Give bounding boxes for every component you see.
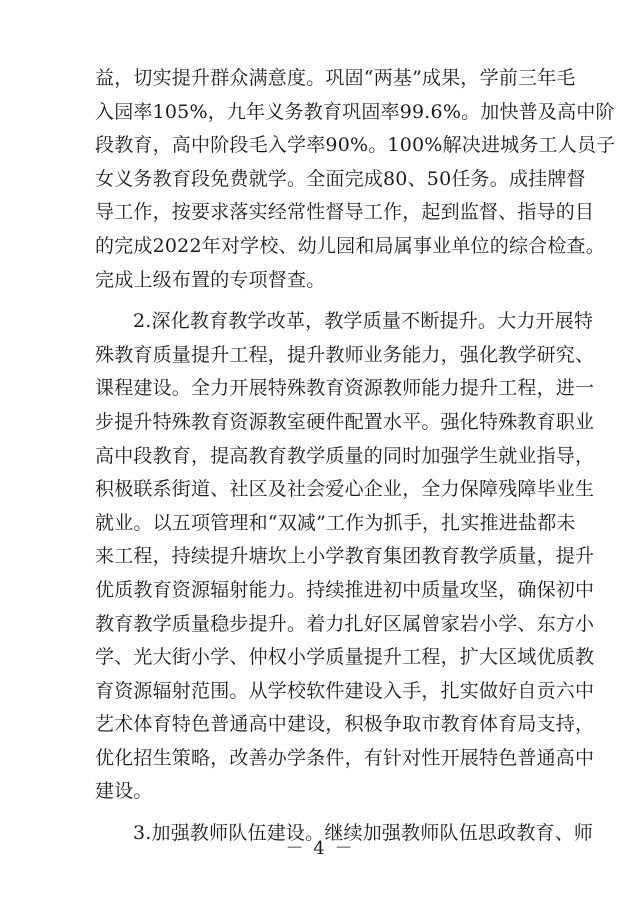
text-line: 益，切实提升群众满意度。巩固“两基”成果，学前三年毛	[95, 67, 576, 89]
text-line: 完成上级布置的专项督查。	[95, 268, 326, 291]
text-line: 殊教育质量提升工程，提升教师业务能力，强化教学研究、	[95, 343, 595, 366]
text-line: 课程建设。全力开展特殊教育资源教师能力提升工程，进一	[95, 377, 595, 400]
text-line: 来工程，持续提升塘坎上小学教育集团教育教学质量，提升	[95, 545, 595, 568]
text-line: 段教育，高中阶段毛入学率90%。100%解决进城务工人员子	[95, 134, 616, 157]
text-line: 优质教育资源辐射能力。持续推进初中质量攻坚，确保初中	[95, 578, 595, 601]
text-line: 步提升特殊教育资源教室硬件配置水平。强化特殊教育职业	[95, 410, 595, 433]
page-number: － 4 －	[285, 838, 355, 859]
document-body	[95, 62, 616, 851]
text-line: 入园率105%，九年义务教育巩固率99.6%。加快普及高中阶	[95, 100, 615, 123]
text-line: 3.加强教师队伍建设。继续加强教师队伍思政教育、师	[133, 822, 594, 845]
text-line: 的完成2022年对学校、幼儿园和局属事业单位的综合检查。	[95, 234, 605, 257]
text-line: 积极联系街道、社区及社会爱心企业，全力保障残障毕业生	[95, 478, 595, 501]
text-line: 学、光大街小学、仲权小学质量提升工程，扩大区域优质教	[95, 646, 595, 669]
paragraph-1	[95, 62, 616, 297]
text-line: 育资源辐射范围。从学校软件建设入手，扎实做好自贡六中	[95, 679, 595, 702]
text-line: 就业。以五项管理和“双减”工作为抓手，扎实推进盐都未	[95, 511, 576, 534]
text-line: 建设。	[95, 780, 153, 803]
text-line: 2.深化教育教学改革，教学质量不断提升。大力开展特	[133, 310, 594, 333]
text-line: 教育教学质量稳步提升。着力扎好区属曾家岩小学、东方小	[95, 612, 595, 635]
text-line: 导工作，按要求落实经常性督导工作，起到监督、指导的目	[95, 201, 595, 224]
text-line: 优化招生策略，改善办学条件，有针对性开展特色普通高中	[95, 746, 595, 769]
text-line: 高中段教育，提高教育教学质量的同时加强学生就业指导，	[95, 444, 595, 467]
text-line: 艺术体育特色普通高中建设，积极争取市教育体育局支持，	[95, 713, 595, 736]
paragraph-2	[95, 305, 595, 809]
text-line: 女义务教育段免费就学。全面完成80、50任务。成挂牌督	[95, 167, 586, 190]
